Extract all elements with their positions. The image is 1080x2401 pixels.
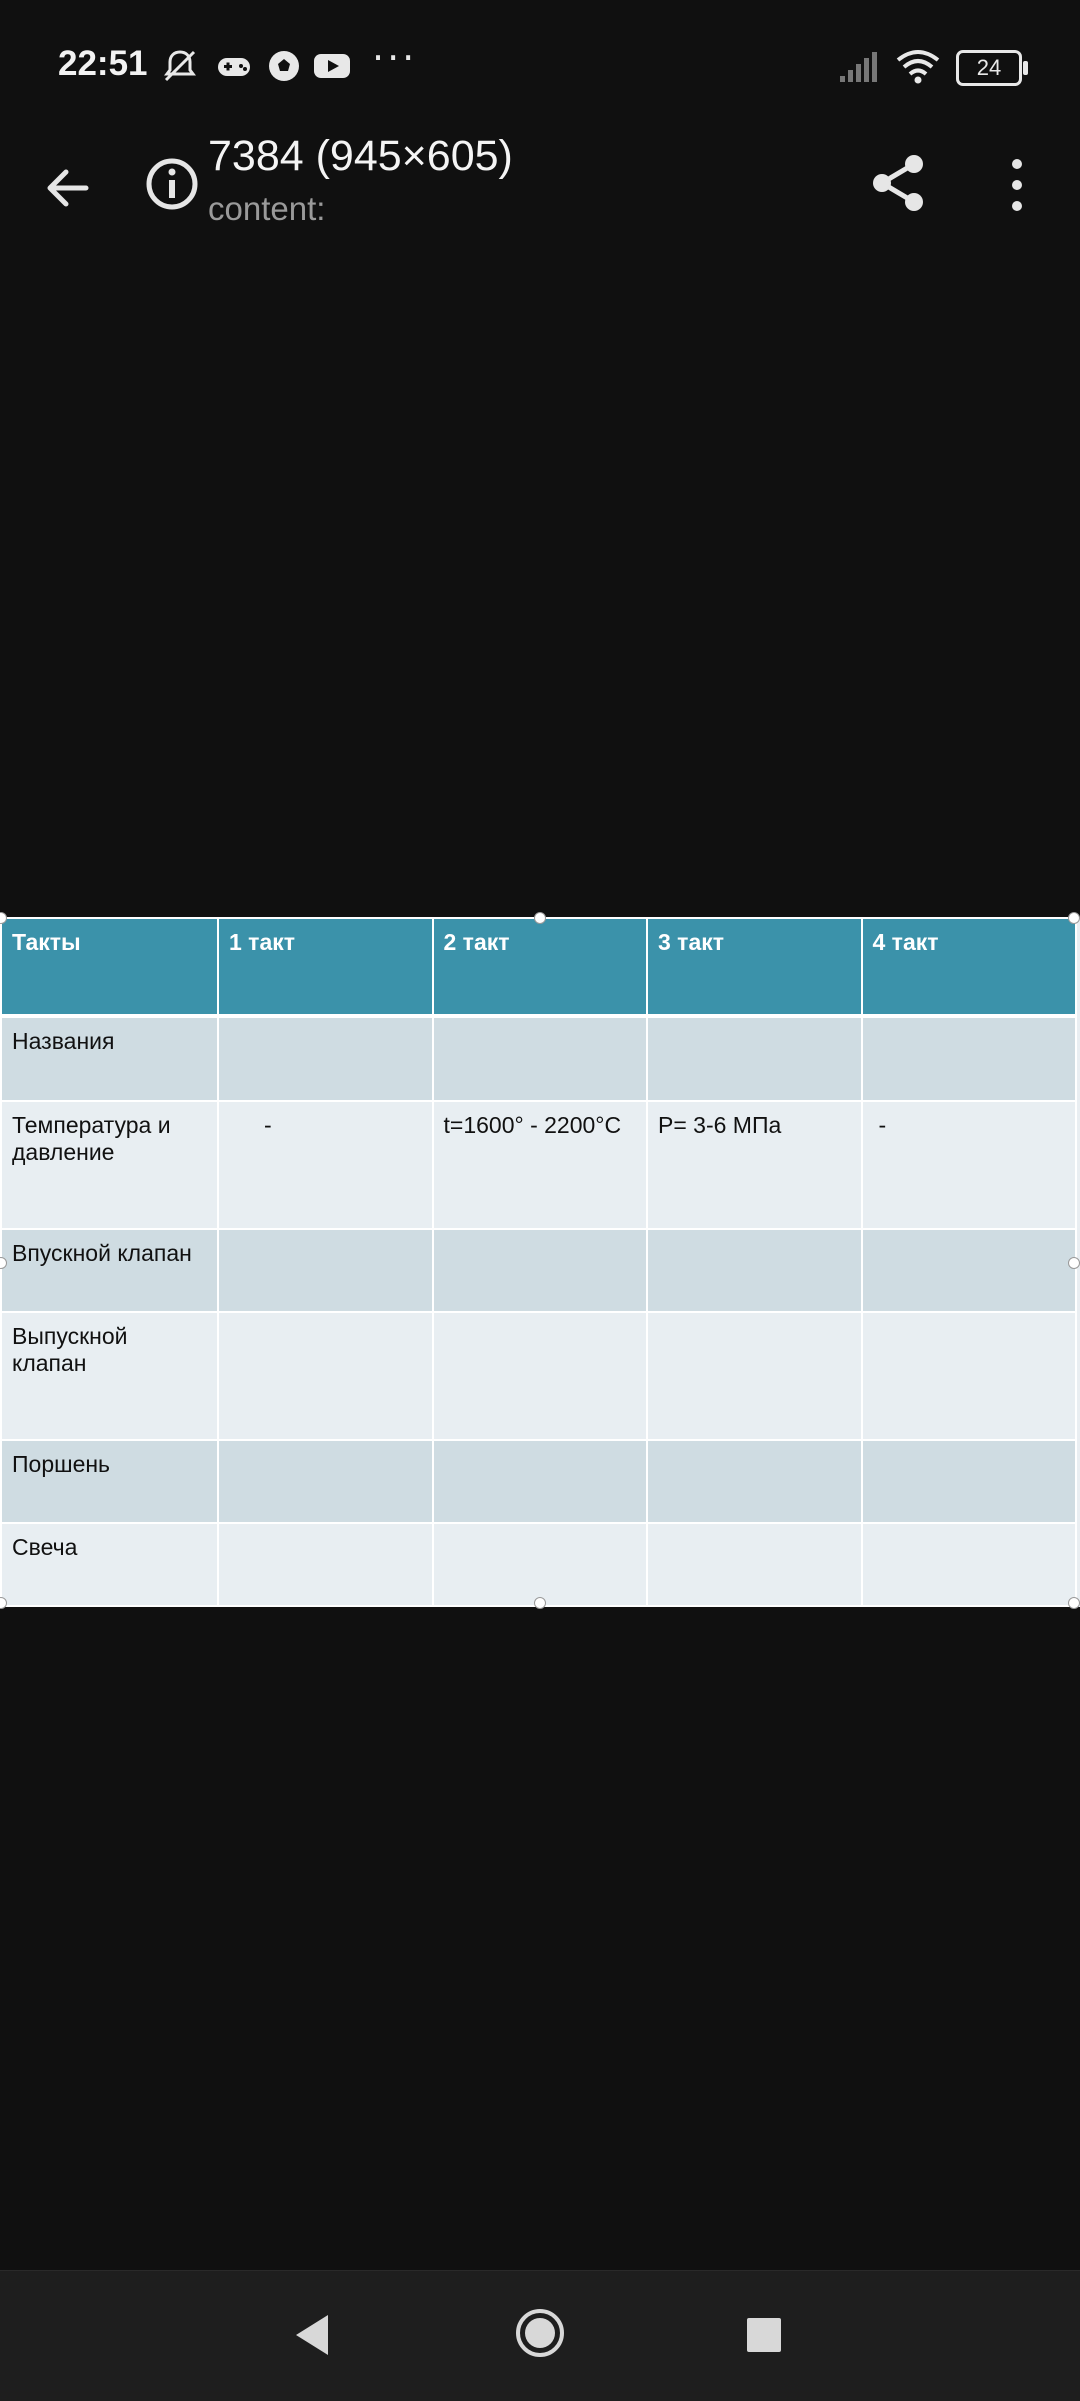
table-row: [1, 1101, 1076, 1229]
youtube-icon: [312, 46, 352, 86]
table-row: [1, 1523, 1076, 1606]
table-cell: [862, 1440, 1077, 1523]
table-cell: [218, 1229, 433, 1312]
table-cell: [433, 1016, 648, 1101]
table-cell: [433, 1229, 648, 1312]
table-cell: [647, 1016, 862, 1101]
table-cell: [862, 1229, 1077, 1312]
resize-handle[interactable]: [1068, 912, 1080, 924]
table-cell: [862, 1312, 1077, 1440]
signal-icon: [838, 46, 882, 86]
table-cell: [647, 1229, 862, 1312]
table-cell: [647, 1312, 862, 1440]
battery-level: 24: [976, 55, 1002, 80]
status-time: 22:51: [58, 44, 148, 83]
table-row: [1, 1312, 1076, 1440]
table-cell: Поршень: [1, 1440, 218, 1523]
resize-handle[interactable]: [1068, 1597, 1080, 1609]
wifi-icon: [894, 46, 942, 86]
table-cell: Названия: [1, 1016, 218, 1101]
table-cell: Выпускной клапан: [1, 1312, 218, 1440]
table-header-cell: 2 такт: [433, 918, 648, 1016]
table-cell: [433, 1440, 648, 1523]
table-cell: [218, 1016, 433, 1101]
table-cell: -: [862, 1101, 1077, 1229]
table-cell: P= 3-6 МПа: [647, 1101, 862, 1229]
nav-back-icon[interactable]: [290, 2305, 334, 2365]
table-cell: [862, 1523, 1077, 1606]
table-cell: [218, 1523, 433, 1606]
info-icon[interactable]: [142, 154, 202, 214]
page-subtitle: content:: [208, 190, 326, 227]
table-cell: [218, 1440, 433, 1523]
table-cell: [647, 1523, 862, 1606]
table-header-cell: Такты: [1, 918, 218, 1016]
status-overflow: ···: [372, 36, 418, 80]
table-cell: Температура и давление: [1, 1101, 218, 1229]
table-header-cell: 1 такт: [218, 918, 433, 1016]
table-header-row: [1, 918, 1076, 1016]
table-row: [1, 1229, 1076, 1312]
resize-handle[interactable]: [534, 1597, 546, 1609]
system-nav-bar: [0, 2270, 1080, 2401]
data-table: [0, 917, 1077, 1607]
battery-icon: [956, 50, 1022, 86]
table-header-cell: 3 такт: [647, 918, 862, 1016]
table-cell: -: [218, 1101, 433, 1229]
nav-home-icon[interactable]: [512, 2301, 568, 2365]
table-row: [1, 1016, 1076, 1101]
back-arrow-icon[interactable]: [36, 156, 100, 220]
table-header-cell: 4 такт: [862, 918, 1077, 1016]
table-row: [1, 1440, 1076, 1523]
share-icon[interactable]: [864, 148, 934, 218]
resize-handle[interactable]: [534, 912, 546, 924]
table-cell: [218, 1312, 433, 1440]
table-cell: t=1600° - 2200°C: [433, 1101, 648, 1229]
status-bar: [0, 0, 1080, 132]
more-vertical-icon[interactable]: [1000, 150, 1034, 220]
game-controller-icon: [214, 46, 254, 86]
table-cell: [433, 1312, 648, 1440]
app-bar: [0, 132, 1080, 242]
table-cell: [433, 1523, 648, 1606]
mute-bell-icon: [160, 46, 200, 86]
table-cell: Впускной клапан: [1, 1229, 218, 1312]
resize-handle[interactable]: [0, 1597, 7, 1609]
table-cell: [647, 1440, 862, 1523]
page-title: 7384 (945×605): [208, 132, 513, 180]
table-cell: Свеча: [1, 1523, 218, 1606]
resize-handle[interactable]: [1068, 1257, 1080, 1269]
table-cell: [862, 1016, 1077, 1101]
nav-recents-icon[interactable]: [744, 2315, 784, 2355]
soccer-ball-icon: [264, 46, 304, 86]
image-preview[interactable]: [0, 917, 1080, 1607]
